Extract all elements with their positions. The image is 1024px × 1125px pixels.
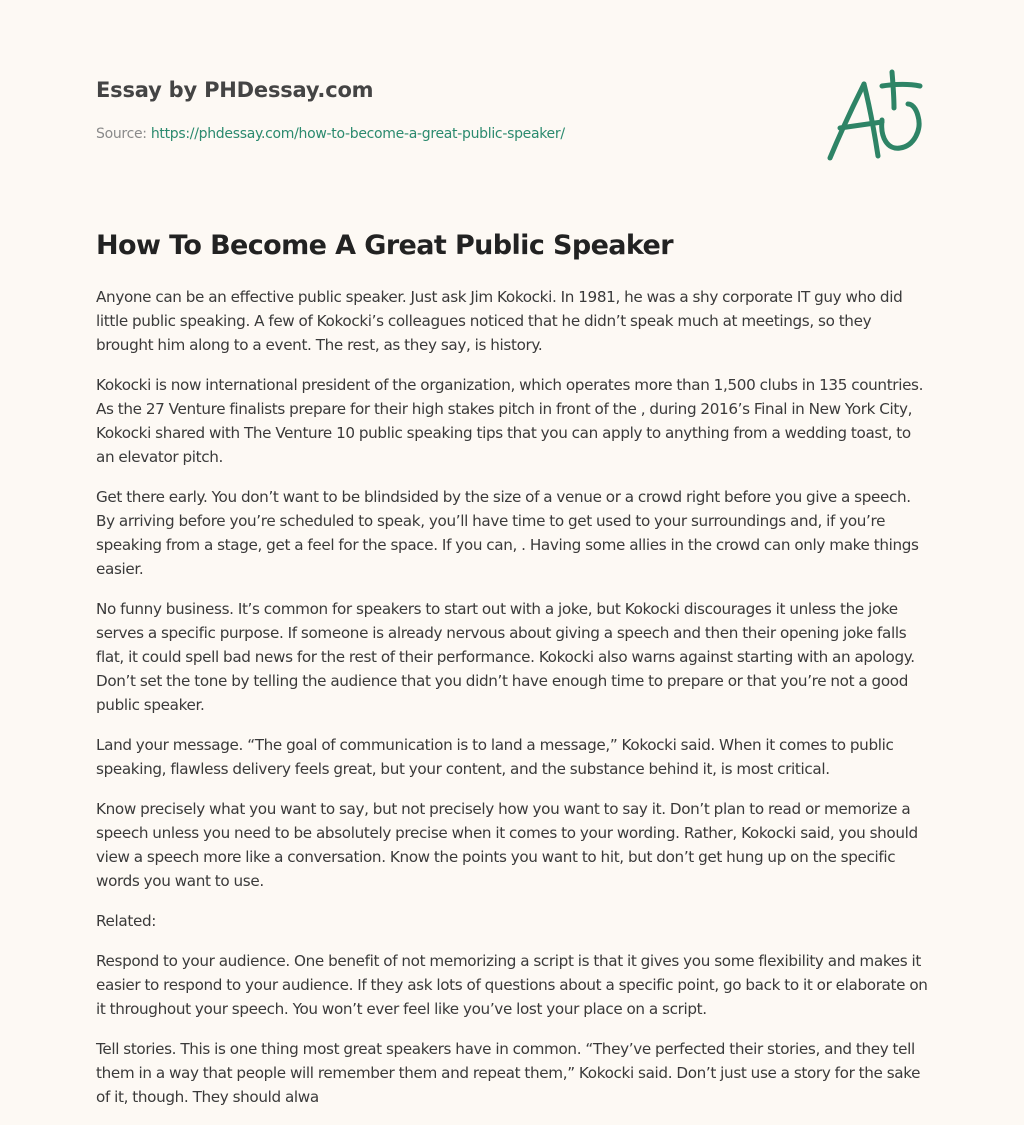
brand-title: Essay by PHDessay.com bbox=[96, 78, 374, 102]
essay-paragraph: No funny business. It’s common for speakers to start out with a joke, but Kokocki discourages it unless the joke serves a specific purpose. If someone is already nervous about giving a speech and then their opening joke falls flat, it could spell bad news for the rest of their performance. Kokocki also warns against starting with an apology. Don’t set the tone by telling the audience that you didn’t have enough time to prepare or that you’re not a good public speaker. bbox=[96, 600, 915, 714]
essay-paragraph: Anyone can be an effective public speaker. Just ask Jim Kokocki. In 1981, he was a shy corporate IT guy who did little public speaking. A few of Kokocki’s colleagues noticed that he didn’t speak much at meetings, so they brought him along to a event. The rest, as they say, is history. bbox=[96, 288, 903, 354]
source-label: Source: bbox=[96, 126, 151, 142]
essay-paragraph: Respond to your audience. One benefit of not memorizing a script is that it gives you some flexibility and makes it easier to respond to your audience. If they ask lots of questions about a specific point, go back to it or elaborate on it throughout your speech. You won’t ever feel like you’ve lost your place on a script. bbox=[96, 952, 928, 1018]
essay-paragraph: Kokocki is now international president of the organization, which operates more than 1,500 clubs in 135 countries. As the 27 Venture finalists prepare for their high stakes pitch in front of the , during 2016’s Final in New York City, Kokocki shared with The Venture 10 public speaking tips that you can apply to anything from a wedding toast, to an elevator pitch. bbox=[96, 376, 924, 466]
essay-paragraph: Tell stories. This is one thing most great speakers have in common. “They’ve perfected their stories, and they tell them in a way that people will remember them and repeat them,” Kokocki said. Don’t just use a story for the sake of it, though. They should alwa bbox=[96, 1040, 921, 1106]
essay-paragraph: Related: bbox=[96, 912, 156, 930]
essay-paragraph: Know precisely what you want to say, but not precisely how you want to say it. Don’t plan to read or memorize a speech unless you need to be absolutely precise when it comes to your wording. Rather, Kokocki said, you should view a speech more like a conversation. Know the points you want to hit, but don’t get hung up on the specific words you want to use. bbox=[96, 800, 918, 890]
essay-body bbox=[96, 285, 928, 1125]
page-header bbox=[96, 74, 796, 144]
source-link[interactable]: https://phdessay.com/how-to-become-a-great-public-speaker/ bbox=[150, 126, 565, 142]
a-plus-grade-icon bbox=[818, 64, 930, 168]
essay-title: How To Become A Great Public Speaker bbox=[96, 230, 673, 261]
essay-paragraph: Land your message. “The goal of communication is to land a message,” Kokocki said. When it comes to public speaking, flawless delivery feels great, but your content, and the substance behind it, is most critical. bbox=[96, 736, 894, 778]
source-line bbox=[96, 124, 796, 144]
essay-paragraph: Get there early. You don’t want to be blindsided by the size of a venue or a crowd right before you give a speech. By arriving before you’re scheduled to speak, you’ll have time to get used to your surroundings and, if you’re speaking from a stage, get a feel for the space. If you can, . Having some allies in the crowd can only make things easier. bbox=[96, 488, 919, 578]
